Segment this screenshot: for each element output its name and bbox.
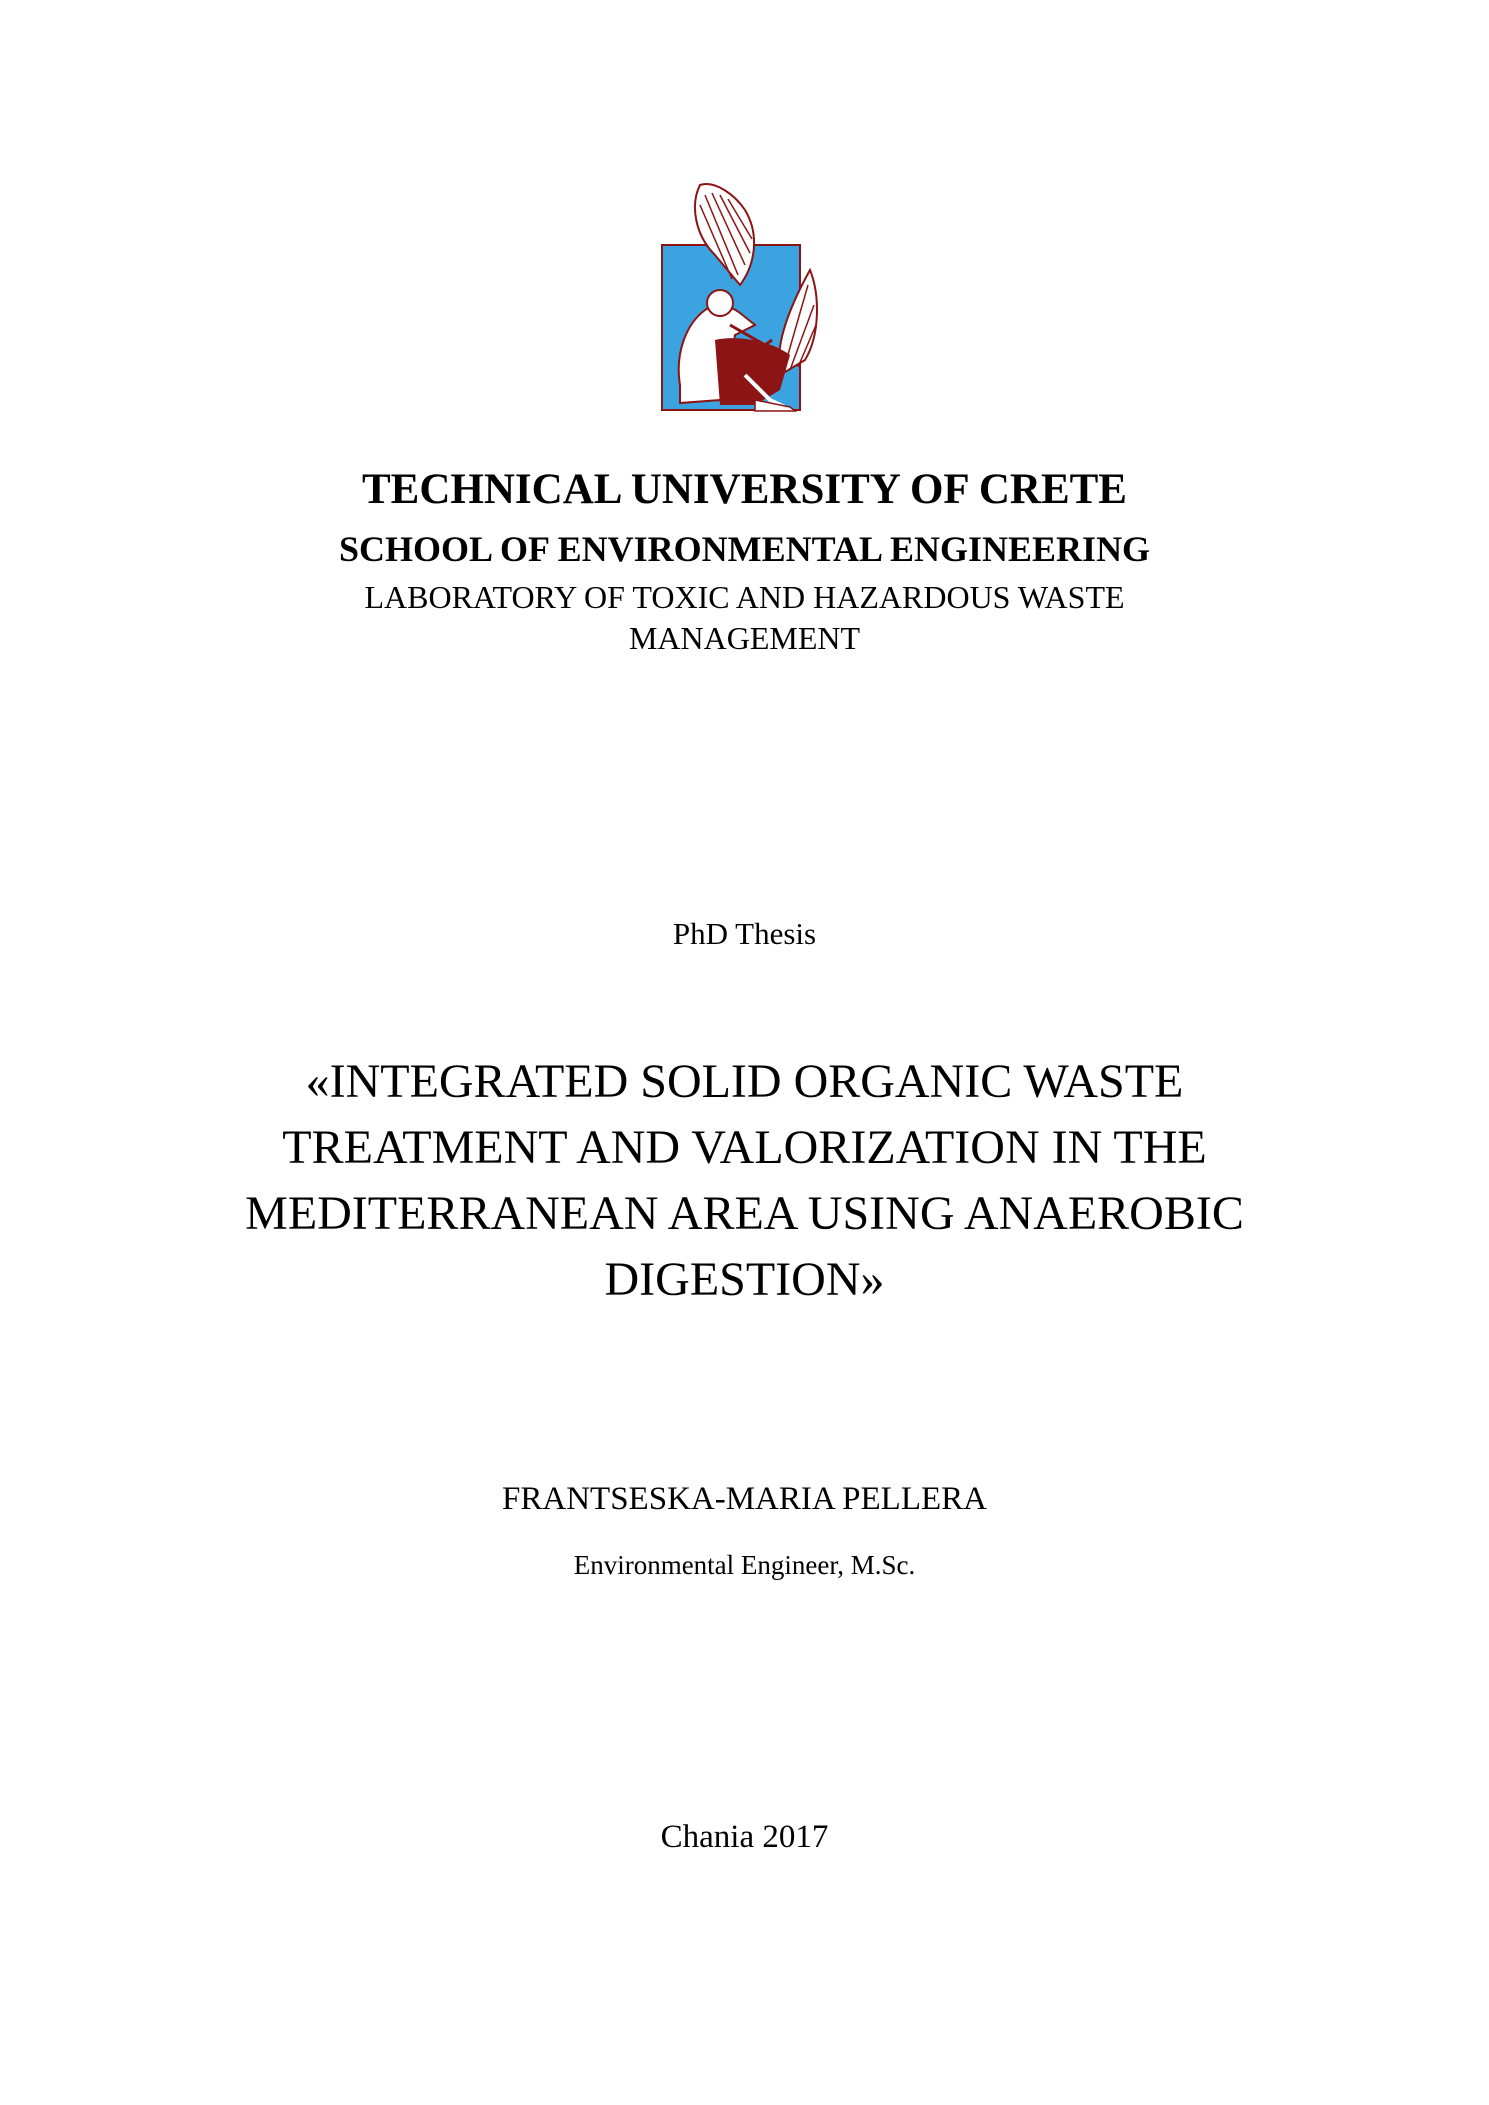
- thesis-type: PhD Thesis: [672, 916, 817, 951]
- university-logo-icon: [660, 175, 830, 415]
- university-name: TECHNICAL UNIVERSITY OF CRETE: [362, 466, 1127, 513]
- school-name: SCHOOL OF ENVIRONMENTAL ENGINEERING: [338, 529, 1151, 569]
- thesis-title: «INTEGRATED SOLID ORGANIC WASTE TREATMENT AND VALORIZATION IN THE MEDITERRANEAN AREA USING ANAEROBIC DIGESTION»: [245, 1055, 1244, 1306]
- author-degree: Environmental Engineer, M.Sc.: [573, 1550, 916, 1580]
- place-year: Chania 2017: [660, 1819, 829, 1855]
- author-name: FRANTSESKA-MARIA PELLERA: [502, 1481, 987, 1517]
- laboratory-name: LABORATORY OF TOXIC AND HAZARDOUS WASTE MANAGEMENT: [364, 579, 1125, 656]
